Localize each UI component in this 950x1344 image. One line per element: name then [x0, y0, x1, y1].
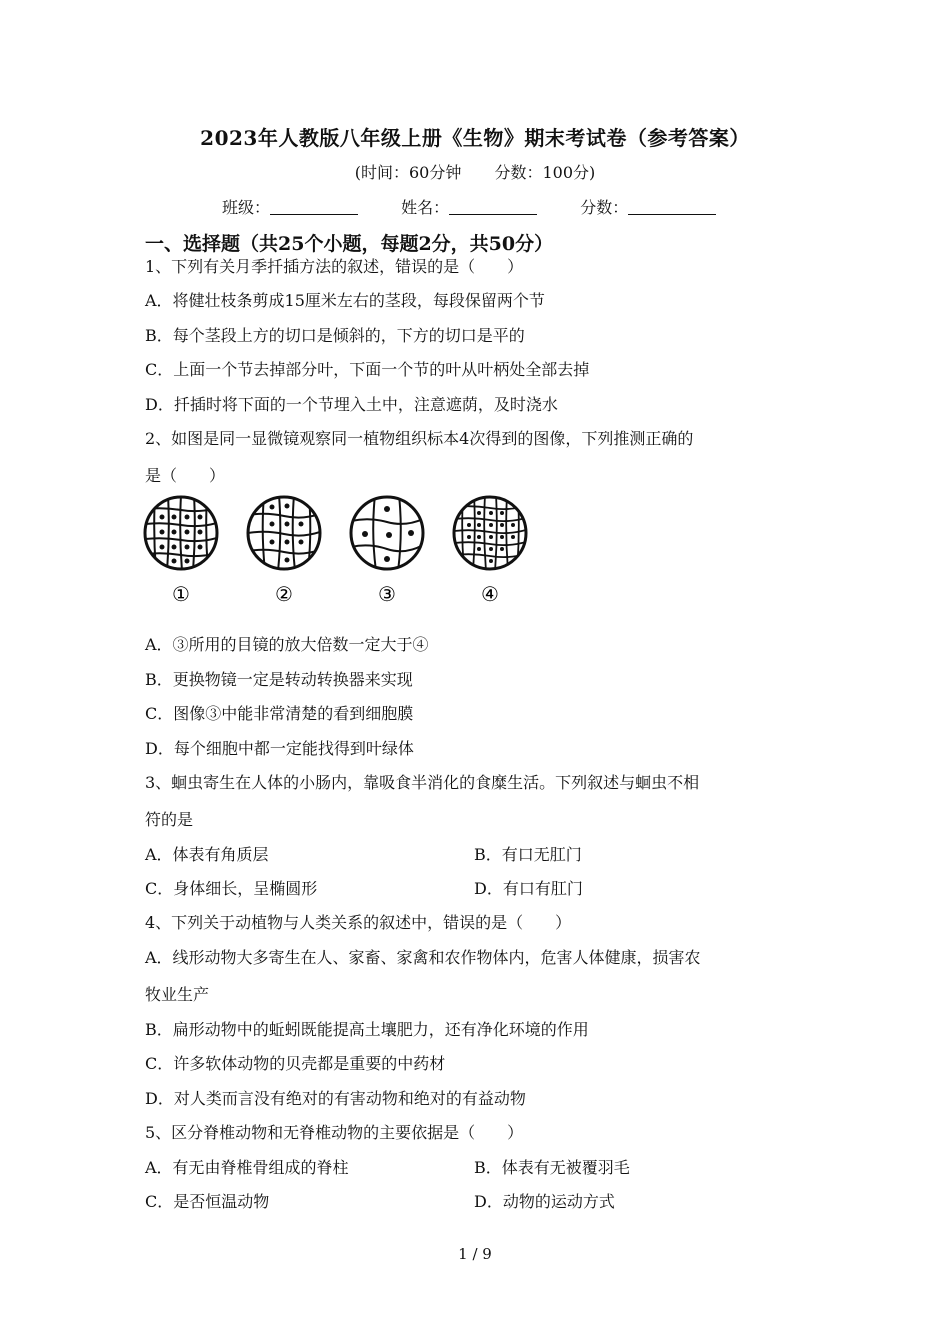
q5-option-b: B．体表有无被覆羽毛	[474, 1158, 630, 1177]
q3-option-b: B．有口无肛门	[474, 845, 582, 864]
q4-option-b: B．扁形动物中的蚯蚓既能提高土壤肥力，还有净化环境的作用	[145, 1020, 589, 1039]
page-number: 1 / 9	[458, 1245, 492, 1263]
name-label: 姓名：	[401, 198, 450, 217]
name-blank	[449, 200, 537, 215]
q3-option-d: D．有口有肛门	[474, 879, 583, 898]
q1-option-c: C．上面一个节去掉部分叶，下面一个节的叶从叶柄处全部去掉	[145, 360, 590, 379]
microscope-view-2	[248, 495, 320, 571]
q4-option-a-line2: 牧业生产	[145, 985, 210, 1004]
class-blank	[270, 200, 358, 215]
microscope-view-1	[145, 495, 217, 571]
class-field	[222, 195, 358, 218]
name-field	[401, 195, 537, 218]
q1-option-a: A．将健壮枝条剪成15厘米左右的茎段，每段保留两个节	[145, 291, 545, 310]
q1-option-b: B．每个茎段上方的切口是倾斜的，下方的切口是平的	[145, 326, 525, 345]
q3-stem-line1: 3、蛔虫寄生在人体的小肠内，靠吸食半消化的食糜生活。下列叙述与蛔虫不相	[145, 773, 700, 792]
figure-label-2: ②	[275, 582, 293, 606]
microscope-view-3	[351, 495, 423, 571]
q3-option-c: C．身体细长，呈椭圆形	[145, 879, 318, 898]
q1-stem: 1、下列有关月季扦插方法的叙述，错误的是（ ）	[145, 257, 524, 276]
score-info: 分数：100分)	[494, 163, 596, 182]
time-info: (时间：60分钟	[354, 163, 462, 182]
q1-option-d: D．扦插时将下面的一个节埋入土中，注意遮荫，及时浇水	[145, 395, 558, 414]
q4-option-a-line1: A．线形动物大多寄生在人、家畜、家禽和农作物体内，危害人体健康，损害农	[145, 948, 701, 967]
score-label: 分数：	[580, 198, 629, 217]
q5-stem: 5、区分脊椎动物和无脊椎动物的主要依据是（ ）	[145, 1123, 524, 1142]
q2-stem-line1: 2、如图是同一显微镜观察同一植物组织标本4次得到的图像，下列推测正确的	[145, 429, 694, 448]
q4-option-d: D．对人类而言没有绝对的有害动物和绝对的有益动物	[145, 1089, 526, 1108]
exam-meta	[0, 160, 950, 183]
class-label: 班级：	[222, 198, 271, 217]
figure-label-4: ④	[481, 582, 499, 606]
q3-option-a: A．体表有角质层	[145, 845, 269, 864]
q2-stem-line2: 是（ ）	[145, 466, 226, 485]
q4-stem: 4、下列关于动植物与人类关系的叙述中，错误的是（ ）	[145, 913, 572, 932]
microscope-figure	[143, 493, 533, 611]
q5-option-a: A．有无由脊椎骨组成的脊柱	[145, 1158, 349, 1177]
page-title: 2023年人教版八年级上册《生物》期末考试卷（参考答案）	[200, 126, 750, 150]
section-heading: 一、选择题（共25个小题，每题2分，共50分）	[145, 233, 554, 255]
figure-label-3: ③	[378, 582, 396, 606]
q3-stem-line2: 符的是	[145, 810, 194, 829]
score-blank	[628, 200, 716, 215]
q5-option-c: C．是否恒温动物	[145, 1192, 270, 1211]
q2-option-d: D．每个细胞中都一定能找得到叶绿体	[145, 739, 414, 758]
q2-option-a: A．③所用的目镜的放大倍数一定大于④	[145, 635, 429, 654]
q5-option-d: D．动物的运动方式	[474, 1192, 615, 1211]
q2-option-b: B．更换物镜一定是转动转换器来实现	[145, 670, 413, 689]
q4-option-c: C．许多软体动物的贝壳都是重要的中药材	[145, 1054, 446, 1073]
q2-option-c: C．图像③中能非常清楚的看到细胞膜	[145, 704, 414, 723]
microscope-view-4	[454, 495, 526, 571]
score-field	[580, 195, 716, 218]
student-info	[222, 195, 754, 218]
figure-label-1: ①	[172, 582, 190, 606]
